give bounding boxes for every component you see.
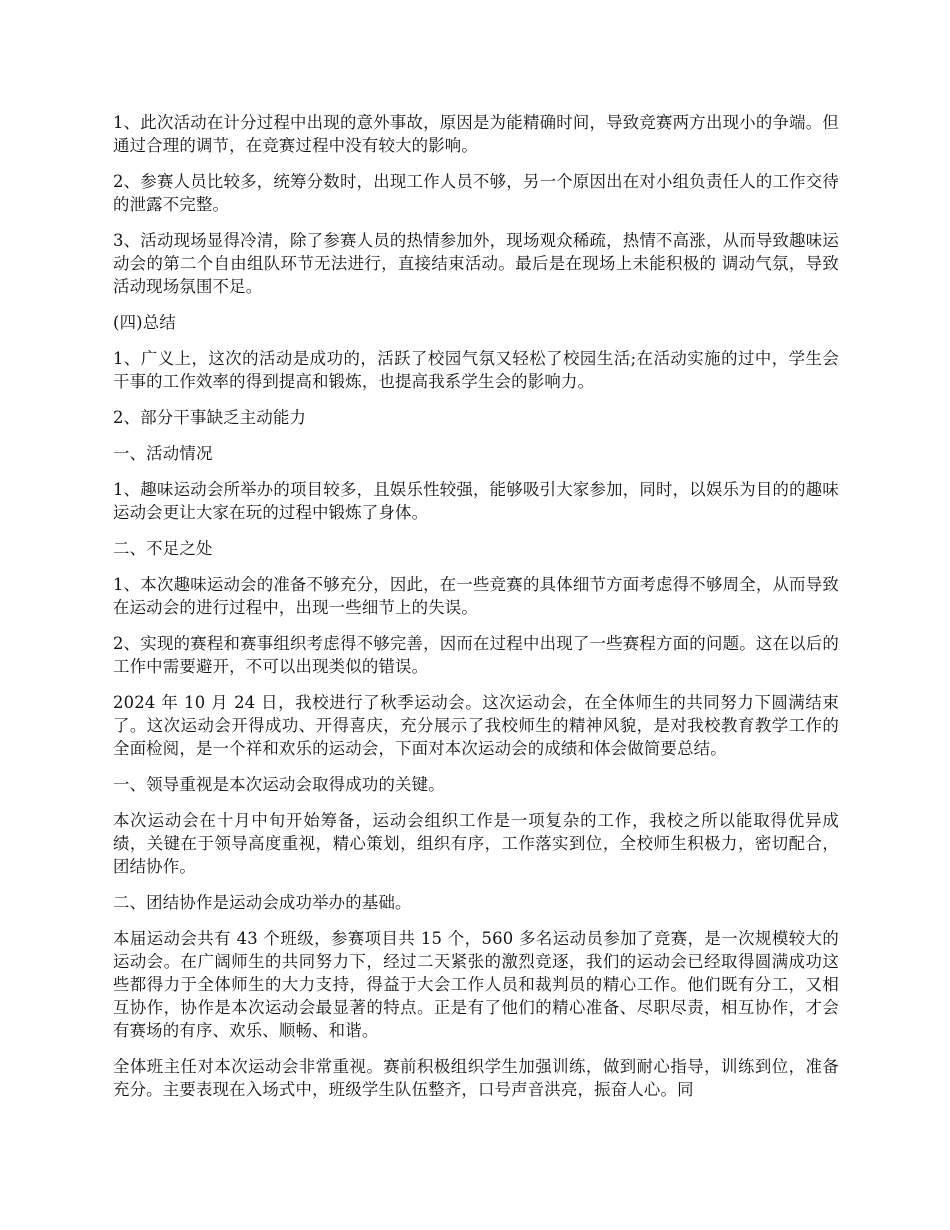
- paragraph-14: 本次运动会在十月中旬开始筹备，运动会组织工作是一项复杂的工作，我校之所以能取得优异成绩，关键在于领导高度重视，精心策划，组织有序，工作落实到位，全校师生积极力，密切配合，团结协作。: [113, 811, 839, 876]
- paragraph-11: 2、实现的赛程和赛事组织考虑得不够完善，因而在过程中出现了一些赛程方面的问题。这在以后的工作中需要避开，不可以出现类似的错误。: [113, 634, 839, 676]
- section-heading-activity: 一、活动情况: [113, 444, 213, 463]
- paragraph-5: 1、广义上，这次的活动是成功的，活跃了校园气氛又轻松了校园生活;在活动实施的过中，学生会干事的工作效率的得到提高和锻炼，也提高我系学生会的影响力。: [113, 349, 839, 391]
- section-heading-shortcomings: 二、不足之处: [113, 539, 213, 558]
- paragraph-17: 全体班主任对本次运动会非常重视。赛前积极组织学生加强训练，做到耐心指导，训练到位，准备充分。主要表现在入场式中，班级学生队伍整齐，口号声音洪亮，振奋人心。同: [113, 1057, 839, 1099]
- document-body: [113, 111, 839, 1114]
- paragraph-10: 1、本次趣味运动会的准备不够充分，因此，在一些竞赛的具体细节方面考虑得不够周全，从而导致在运动会的进行过程中，出现一些细节上的失误。: [113, 575, 839, 617]
- paragraph-2: 2、参赛人员比较多，统筹分数时，出现工作人员不够，另一个原因出在对小组负责任人的工作交待的泄露不完整。: [113, 172, 839, 214]
- paragraph-16: 本届运动会共有 43 个班级，参赛项目共 15 个，560 多名运动员参加了竞赛，是一次规模较大的运动会。在广阔师生的共同努力下，经过二天紧张的激烈竞逐，我们的运动会已经取得圆满成功这些都得力于全体师生的大力支持，得益于大会工作人员和裁判员的精心工作。他们既有分工，又相互协作，协作是本次运动会最显著的特点。正是有了他们的精心准备、尽职尽责，相互协作，才会有赛场的有序、欢乐、顺畅、和谐。: [113, 929, 839, 1040]
- paragraph-1: 1、此次活动在计分过程中出现的意外事故，原因是为能精确时间，导致竞赛两方出现小的争端。但通过合理的调节，在竞赛过程中没有较大的影响。: [113, 113, 839, 155]
- section-heading-summary: (四)总结: [113, 313, 176, 332]
- paragraph-12: 2024 年 10 月 24 日，我校进行了秋季运动会。这次运动会，在全体师生的共同努力下圆满结束了。这次运动会开得成功、开得喜庆，充分展示了我校师生的精神风貌，是对我校教育教学工作的全面检阅，是一个祥和欢乐的运动会，下面对本次运动会的成绩和体会做简要总结。: [113, 693, 839, 758]
- paragraph-8: 1、趣味运动会所举办的项目较多，且娱乐性较强，能够吸引大家参加，同时，以娱乐为目的的趣味运动会更让大家在玩的过程中锻炼了身体。: [113, 480, 839, 522]
- paragraph-3: 3、活动现场显得冷清，除了参赛人员的热情参加外，现场观众稀疏，热情不高涨，从而导致趣味运动会的第二个自由组队环节无法进行，直接结束活动。最后是在现场上未能积极的 调动气氛，导致活动现场氛围不足。: [113, 231, 839, 296]
- section-heading-leadership: 一、领导重视是本次运动会取得成功的关键。: [113, 775, 445, 794]
- paragraph-6: 2、部分干事缺乏主动能力: [113, 408, 307, 427]
- section-heading-cooperation: 二、团结协作是运动会成功举办的基础。: [113, 893, 412, 912]
